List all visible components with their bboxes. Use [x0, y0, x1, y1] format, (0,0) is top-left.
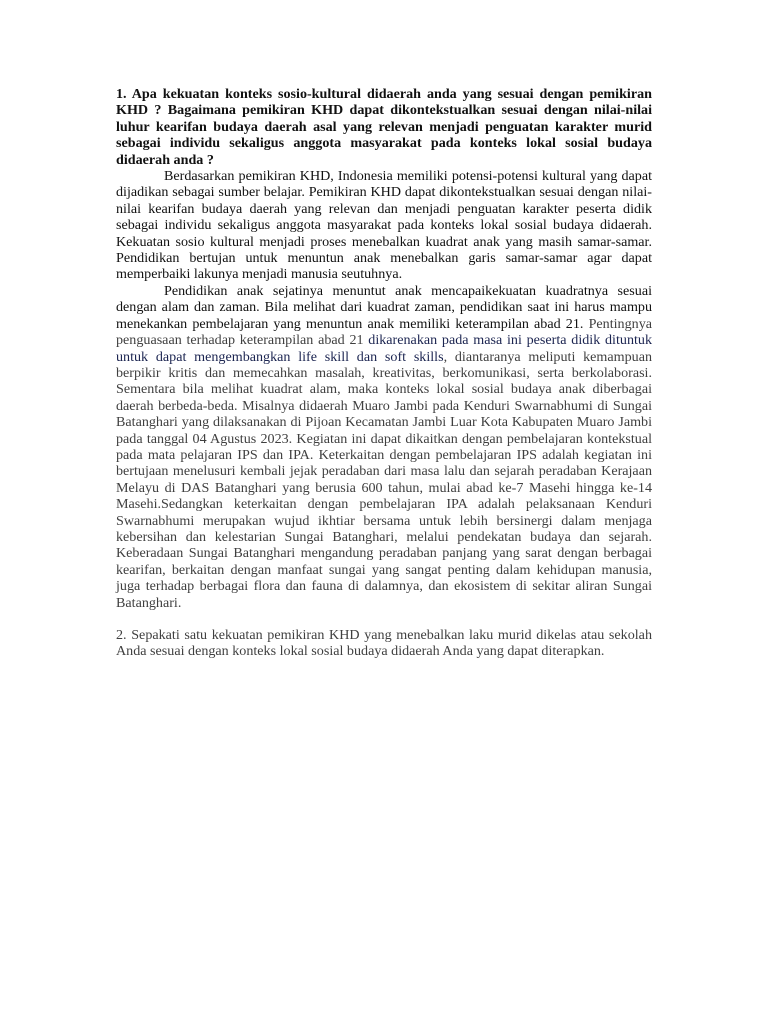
question-1: 1. Apa kekuatan konteks sosio-kultural didaerah anda yang sesuai dengan pemikiran KHD ? Bagaimana pemikiran KHD dapat dikontekstualkan sesuai dengan nilai-nilai luhur kearifan budaya daerah asal yang relevan menjadi penguatan karakter murid sebagai individu sekaligus anggota masyarakat pada konteks lokal sosial budaya didaerah anda ? — [116, 86, 652, 168]
answer-1-paragraph-1: Berdasarkan pemikiran KHD, Indonesia memiliki potensi-potensi kultural yang dapat dijadikan sebagai sumber belajar. Pemikiran KHD dapat dikontekstualkan sesuai dengan nilai-nilai kearifan budaya daerah yang relevan dan menjadi penguatan karakter peserta didik sebagai individu sekaligus anggota masyarakat pada konteks lokal sosial budaya didaerah. Kekuatan sosio kultural menjadi proses menebalkan kuadrat anak yang masih samar-samar. Pendidikan bertujan untuk menuntun anak menebalkan garis samar-samar agar dapat memperbaiki lakunya menjadi manusia seutuhnya. — [116, 168, 652, 283]
document-page — [116, 86, 652, 660]
question-2: 2. Sepakati satu kekuatan pemikiran KHD yang menebalkan laku murid dikelas atau sekolah Anda sesuai dengan konteks lokal sosial budaya didaerah Anda yang dapat diterapkan. — [116, 627, 652, 660]
paragraph-2-part-3: dikarenakan pada masa ini peserta didik dituntuk untuk dapat mengembangkan life skill dan soft skills — [116, 332, 652, 365]
paragraph-2-part-1: Pendidikan anak sejatinya menuntut anak mencapaikekuatan kuadratnya sesuai dengan alam dan zaman. Bila melihat dari kuadrat zaman, pendidikan saat ini harus mampu menekankan pembelajaran yang menuntun anak memiliki keterampilan abad 21. — [116, 282, 652, 332]
paragraph-2-part-2: Pentingnya penguasaan terhadap keterampilan abad 21 — [116, 315, 652, 349]
paragraph-2-part-4: , diantaranya meliputi kemampuan berpikir kritis dan memecahkan masalah, kreativitas, berkomunikasi, serta berkolaborasi. Sementara bila melihat kuadrat alam, maka konteks lokal sosial budaya anak diberbagai daerah berbeda-beda. Misalnya didaerah Muaro Jambi pada Kenduri Swarnabhumi di Sungai Batanghari yang dilaksanakan di Pijoan Kecamatan Jambi Luar Kota Kabupaten Muaro Jambi pada tanggal 04 Agustus 2023. Kegiatan ini dapat dikaitkan dengan pembelajaran kontekstual pada mata pelajaran IPS dan IPA. Keterkaitan dengan pembelajaran IPS adalah kegiatan ini bertujaan menelusuri kembali jejak peradaban dari masa lalu dan sejarah peradaban Kerajaan Melayu di DAS Batanghari yang berusia 600 tahun, mulai abad ke-7 Masehi hingga ke-14 Masehi.Sedangkan keterkaitan dengan pembelajaran IPA adalah pelaksanaan Kenduri Swarnabhumi merupakan wujud ikhtiar bersama untuk lebih bersinergi dalam menjaga kebersihan dan kelestarian Sungai Batanghari, melalui pendekatan budaya dan sejarah. Keberadaan Sungai Batanghari mengandung peradaban panjang yang sarat dengan berbagai kearifan, berkaitan dengan manfaat sungai yang sangat penting dalam kehidupan manusia, juga terhadap berbagai flora dan fauna di dalamnya, dan ekosistem di sekitar aliran Sungai Batanghari. — [116, 348, 653, 611]
answer-1-paragraph-2 — [116, 283, 652, 611]
paragraph-spacer — [116, 611, 652, 627]
